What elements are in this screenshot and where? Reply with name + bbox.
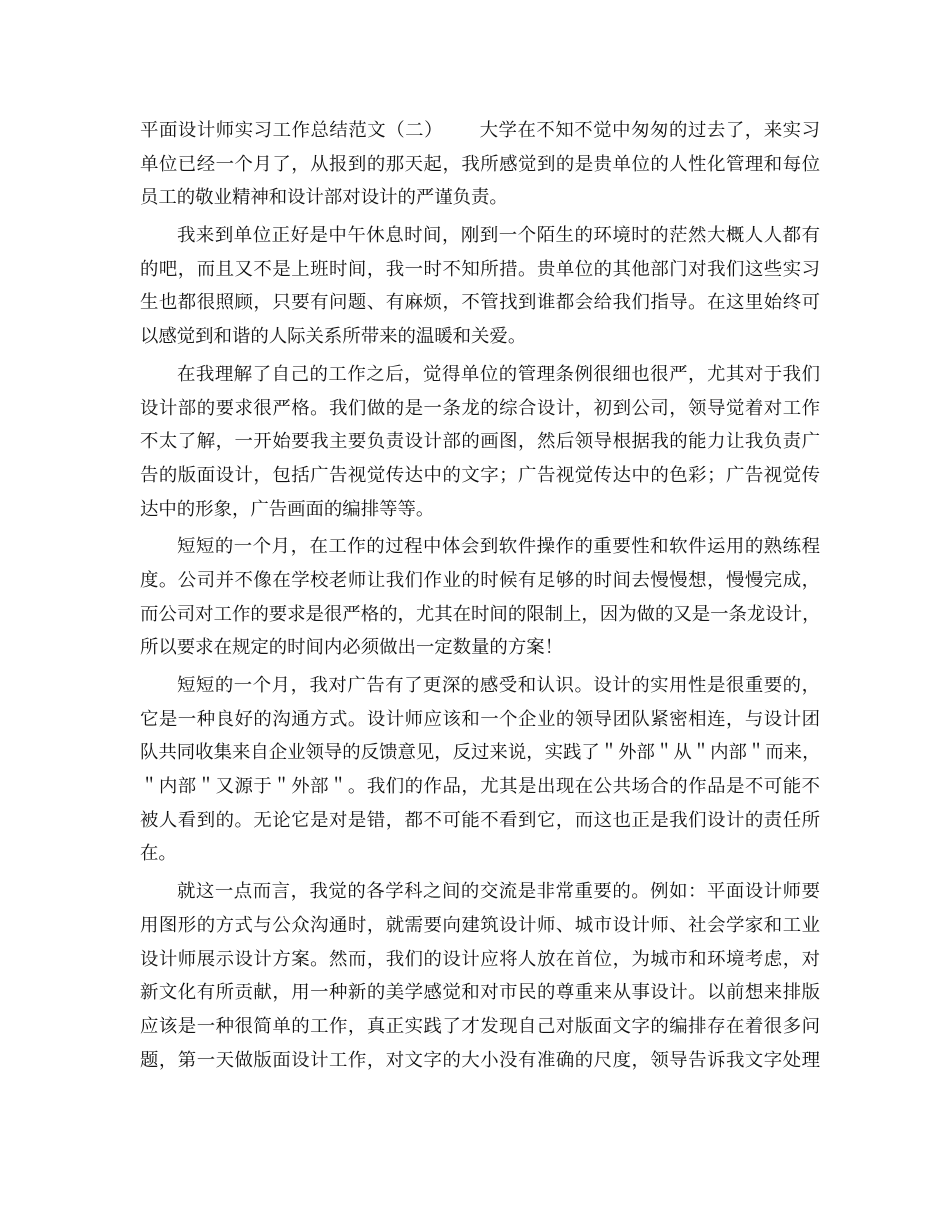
text-line: 我来到单位正好是中午休息时间，刚到一个陌生的环境时的茫然大概人人都有: [177, 225, 820, 247]
text-line: 设计师展示设计方案。然而，我们的设计应将人放在首位，为城市和环境考虑，对: [140, 948, 820, 970]
text-line: 应该是一种很简单的工作，真正实践了才发现自己对版面文字的编排存在着很多问: [140, 1015, 820, 1037]
text-line: 不太了解，一开始要我主要负责设计部的画图，然后领导根据我的能力让我负责广: [140, 431, 820, 453]
text-line: ＂内部＂又源于＂外部＂。我们的作品，尤其是出现在公共场合的作品是不可能不: [140, 776, 820, 798]
text-line: 就这一点而言，我觉的各学科之间的交流是非常重要的。例如：平面设计师要: [177, 881, 820, 903]
text-line: 它是一种良好的沟通方式。设计师应该和一个企业的领导团队紧密相连，与设计团: [140, 708, 820, 730]
text-line: 在我理解了自己的工作之后，觉得单位的管理条例很细也很严，尤其对于我们: [177, 363, 820, 385]
text-line: 达中的形象，广告画面的编排等等。: [140, 498, 435, 520]
text-line: 度。公司并不像在学校老师让我们作业的时候有足够的时间去慢慢想，慢慢完成，: [140, 569, 820, 591]
text-line: 而公司对工作的要求是很严格的，尤其在时间的限制上，因为做的又是一条龙设计，: [140, 603, 821, 625]
text-line: 生也都很照顾，只要有问题、有麻烦，不管找到谁都会给我们指导。在这里始终可: [140, 292, 820, 314]
text-line: 以感觉到和谐的人际关系所带来的温暖和关爱。: [140, 326, 527, 348]
text-line: 队共同收集来自企业领导的反馈意见，反过来说，实践了＂外部＂从＂内部＂而来，: [140, 742, 821, 764]
text-line: 短短的一个月，我对广告有了更深的感受和认识。设计的实用性是很重要的，: [177, 675, 820, 696]
text-line: 设计部的要求很严格。我们做的是一条龙的综合设计，初到公司，领导觉着对工作: [140, 397, 820, 419]
text-line: 员工的敬业精神和设计部对设计的严谨负责。: [140, 187, 508, 209]
text-line: 用图形的方式与公众沟通时，就需要向建筑设计师、城市设计师、社会学家和工业: [140, 914, 820, 936]
text-line: 的吧，而且又不是上班时间，我一时不知所措。贵单位的其他部门对我们这些实习: [140, 258, 820, 280]
text-line: 在。: [140, 843, 177, 865]
text-line: 所以要求在规定的时间内必须做出一定数量的方案！: [140, 637, 563, 659]
document-title: 平面设计师实习工作总结范文（二）: [140, 120, 444, 141]
text-line: 新文化有所贡献，用一种新的美学感觉和对市民的尊重来从事设计。以前想来排版: [140, 982, 820, 1004]
text-line: 告的版面设计，包括广告视觉传达中的文字；广告视觉传达中的色彩；广告视觉传: [140, 464, 820, 486]
text-line: 单位已经一个月了，从报到的那天起，我所感觉到的是贵单位的人性化管理和每位: [140, 153, 820, 175]
document-body: [140, 114, 820, 1077]
text-segment: 大学在不知不觉中匆匆的过去了，来实习: [479, 120, 820, 141]
text-line: 被人看到的。无论它是对是错，都不可能不看到它，而这也正是我们设计的责任所: [140, 809, 820, 831]
text-line: 题，第一天做版面设计工作，对文字的大小没有准确的尺度，领导告诉我文字处理: [140, 1049, 820, 1071]
text-line: 短短的一个月，在工作的过程中体会到软件操作的重要性和软件运用的熟练程: [177, 536, 820, 558]
text-line: [140, 114, 820, 148]
